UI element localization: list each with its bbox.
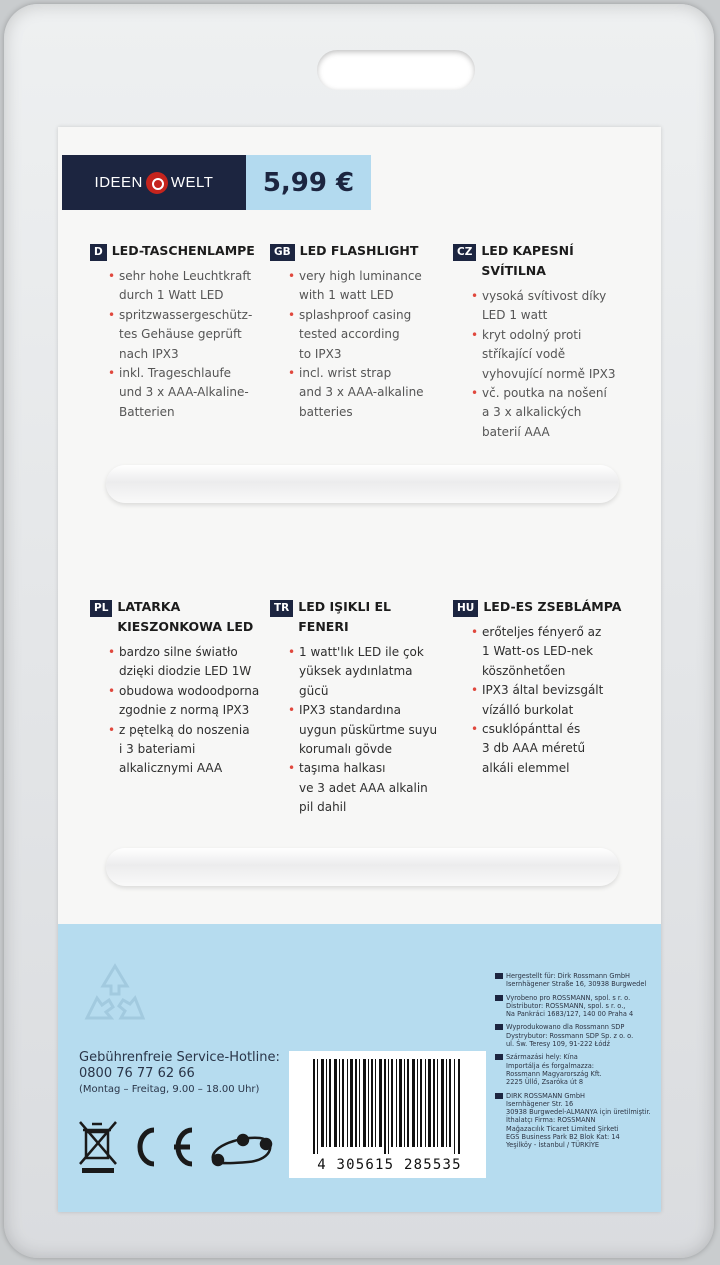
weee-bin-icon (80, 1122, 116, 1164)
feature-item: • IPX3 standardına uygun püskürtme suyu korumalı gövde (270, 701, 445, 759)
brand-name-left: IDEEN (94, 174, 143, 191)
feature-list (453, 623, 628, 778)
section-tr (270, 599, 445, 818)
compliance-symbols (78, 1118, 278, 1178)
lang-badge: PL (90, 600, 112, 617)
feature-item: • inkl. Trageschlaufe und 3 x AAA-Alkaline- Batterien (90, 364, 265, 422)
section-title: LED IŞIKLI EL FENERI (298, 599, 391, 634)
feature-list (90, 267, 265, 422)
feature-item: • bardzo silne światło dzięki diodzie LED 1W (90, 643, 265, 682)
barcode-number: 4 305615 285535 (317, 1157, 462, 1173)
flag-icon (495, 1093, 503, 1099)
lang-badge: HU (453, 600, 478, 617)
section-title: LED FLASHLIGHT (299, 243, 419, 258)
section-header (453, 599, 628, 617)
feature-item: • erőteljes fényerő az 1 Watt-os LED-nek köszönhetően (453, 623, 628, 681)
feature-list (90, 643, 265, 779)
importer-text: Származási hely: Kína Importálja és forgalmazza: Rossmann Magyarország Kft. 2225 Üllő, Zsaróka út 8 (506, 1053, 602, 1087)
importer-text: Vyrobeno pro ROSSMANN, spol. s r. o. Distributor: ROSSMANN, spol. s r. o., Na Pankráci 1683/127, 140 00 Praha 4 (506, 993, 634, 1019)
price-tag (246, 155, 371, 210)
section-header (270, 243, 445, 261)
blister-ridge-bottom (106, 848, 619, 886)
brand-name-right: WELT (170, 174, 214, 191)
price-value: 5,99 € (262, 167, 355, 198)
hotline-title: Gebührenfreie Service-Hotline: (79, 1050, 280, 1065)
feature-item: • vysoká svítivost díky LED 1 watt (453, 287, 628, 326)
lang-badge: TR (270, 600, 293, 617)
importer-text: Hergestellt für: Dirk Rossmann GmbH Isernhägener Straße 16, 30938 Burgwedel (506, 972, 647, 989)
feature-item: • kryt odolný proti stříkající vodě vyhovující normě IPX3 (453, 326, 628, 384)
flag-icon (495, 995, 503, 1001)
lang-badge: D (90, 244, 107, 261)
feature-item: • very high luminance with 1 watt LED (270, 267, 445, 306)
flag-icon (495, 973, 503, 979)
hotline-hours: (Montag – Freitag, 9.00 – 18.00 Uhr) (79, 1084, 260, 1095)
importer-info (495, 972, 655, 1155)
service-hotline (79, 1050, 280, 1098)
importer-block-de (495, 972, 655, 989)
blister-ridge-top (106, 465, 619, 503)
weee-bar-icon (82, 1168, 114, 1173)
flag-icon (495, 1054, 503, 1060)
feature-list (270, 643, 445, 818)
section-title: LED-TASCHENLAMPE (111, 243, 255, 258)
flag-icon (495, 1024, 503, 1030)
section-header (90, 243, 265, 261)
importer-block-hu (495, 1053, 655, 1086)
feature-list (453, 287, 628, 442)
section-hu (453, 599, 628, 778)
section-header (90, 599, 265, 637)
importer-block-tr (495, 1092, 655, 1150)
lang-badge: CZ (453, 244, 476, 261)
feature-item: • taşıma halkası ve 3 adet AAA alkalin pil dahil (270, 759, 445, 817)
section-title: LED-ES ZSEBLÁMPA (483, 599, 622, 614)
section-header (270, 599, 445, 637)
section-de (90, 243, 265, 422)
feature-item: • obudowa wodoodporna zgodnie z normą IPX3 (90, 682, 265, 721)
feature-list (270, 267, 445, 422)
feature-item: • csuklópánttal és 3 db AAA méretű alkáli elemmel (453, 720, 628, 778)
section-pl (90, 599, 265, 779)
importer-block-cz (495, 994, 655, 1019)
section-title: LED KAPESNÍ SVÍTILNA (481, 243, 574, 278)
recycle-icon (75, 960, 155, 1030)
feature-item: • incl. wrist strap and 3 x AAA-alkaline batteries (270, 364, 445, 422)
ce-mark-icon (140, 1130, 192, 1164)
feature-item: • spritzwassergeschütz- tes Gehäuse geprüft nach IPX3 (90, 306, 265, 364)
feature-item: • vč. poutka na nošení a 3 x alkalických baterií AAA (453, 384, 628, 442)
feature-item: • IPX3 által bevizsgált vízálló burkolat (453, 681, 628, 720)
ideenwelt-logo-icon (146, 172, 168, 194)
section-title: LATARKA KIESZONKOWA LED (117, 599, 254, 634)
hotline-number: 0800 76 77 62 66 (79, 1066, 195, 1081)
lang-badge: GB (270, 244, 295, 261)
brand-logo (62, 155, 246, 210)
barcode (289, 1051, 486, 1178)
barcode-bars (313, 1059, 463, 1154)
importer-text: Wyprodukowano dla Rossmann SDP Dystrybutor: Rossmann SDP Sp. z o. o. ul. Św. Teresy 109, 91-222 Łódź (506, 1023, 634, 1049)
feature-item: • sehr hohe Leuchtkraft durch 1 Watt LED (90, 267, 265, 306)
feature-item: • 1 watt'lık LED ile çok yüksek aydınlatma gücü (270, 643, 445, 701)
hang-hole (317, 50, 475, 90)
wrist-strap-icon (213, 1135, 271, 1165)
importer-text: DIRK ROSSMANN GmbH Isernhägener Str. 16 30938 Burgwedel-ALMANYA için üretilmiştir. İthalatçı Firma: ROSSMANN Mağazacılık Ticaret Limited Şirketi EGS Business Park B2 Blok Kat: 14 Yeşilköy - İstanbul / TÜRKİYE (506, 1091, 651, 1150)
section-header (453, 243, 628, 281)
importer-block-pl (495, 1023, 655, 1048)
feature-item: • splashproof casing tested according to IPX3 (270, 306, 445, 364)
feature-item: • z pętelką do noszenia i 3 bateriami alkalicznymi AAA (90, 721, 265, 779)
section-gb (270, 243, 445, 422)
section-cz (453, 243, 628, 442)
